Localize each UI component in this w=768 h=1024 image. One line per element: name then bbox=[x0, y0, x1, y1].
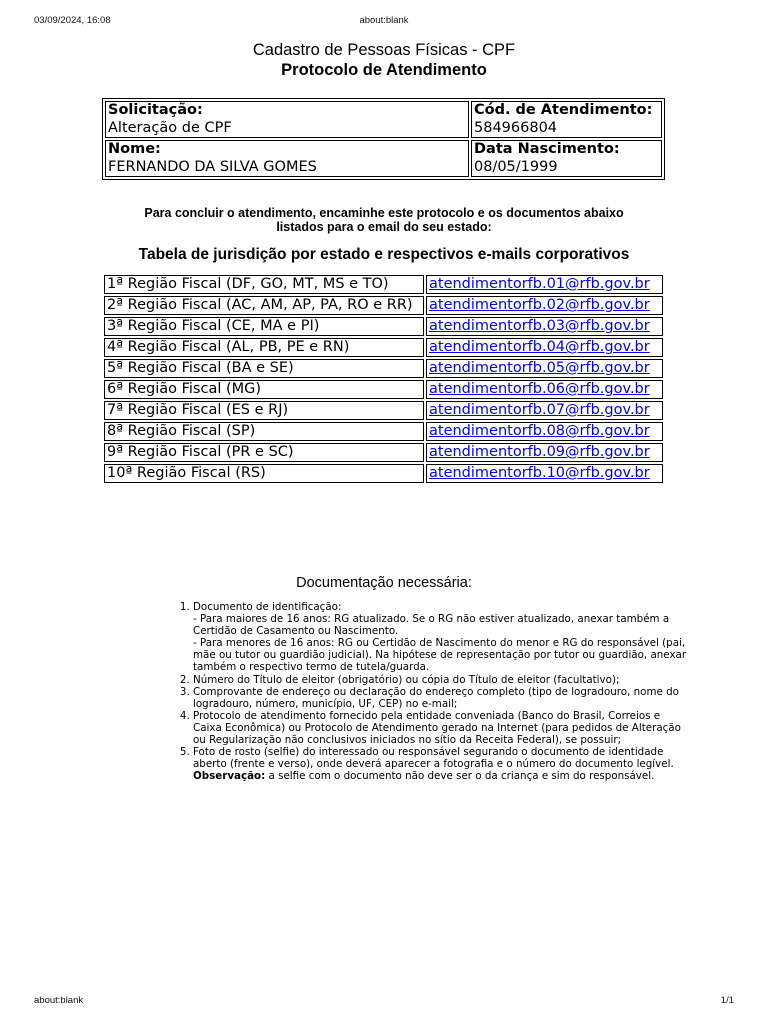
table-row bbox=[104, 464, 663, 483]
solicitacao-value: Alteração de CPF bbox=[108, 119, 232, 136]
codigo-label: Cód. de Atendimento: bbox=[474, 102, 653, 118]
region-cell: 3ª Região Fiscal (CE, MA e PI) bbox=[104, 317, 424, 336]
email-cell bbox=[426, 422, 663, 441]
solicitacao-cell bbox=[105, 101, 469, 138]
table-row bbox=[104, 401, 663, 420]
doc-item-1-sub-1: - Para maiores de 16 anos: RG atualizado. Se o RG não estiver atualizado, anexar também a Certidão de Casamento ou Nascimento. bbox=[193, 613, 670, 638]
email-link[interactable]: atendimentorfb.09@rfb.gov.br bbox=[429, 444, 650, 460]
region-cell: 7ª Região Fiscal (ES e RJ) bbox=[104, 401, 424, 420]
footer-url: about:blank bbox=[34, 995, 84, 1006]
list-item bbox=[193, 710, 687, 746]
observation-label: Observação: bbox=[193, 770, 266, 783]
list-item bbox=[193, 746, 687, 782]
table-row bbox=[104, 317, 663, 336]
nome-cell bbox=[105, 140, 469, 177]
table-row bbox=[104, 359, 663, 378]
email-cell bbox=[426, 359, 663, 378]
email-link[interactable]: atendimentorfb.04@rfb.gov.br bbox=[429, 339, 650, 355]
email-link[interactable]: atendimentorfb.03@rfb.gov.br bbox=[429, 318, 650, 334]
doc-item-5-text: Foto de rosto (selfie) do interessado ou responsável segurando o documento de identidade aberto (frente e verso), onde deverá aparecer a fotografia e o número do documento legível. bbox=[193, 746, 674, 771]
observation-text: a selfie com o documento não deve ser o da criança e sim do responsável. bbox=[265, 770, 655, 783]
page-title: Cadastro de Pessoas Físicas - CPF bbox=[252, 41, 516, 59]
table-row bbox=[104, 338, 663, 357]
email-link[interactable]: atendimentorfb.10@rfb.gov.br bbox=[429, 465, 650, 481]
nascimento-value: 08/05/1999 bbox=[474, 158, 558, 175]
documentation-list bbox=[176, 601, 687, 782]
region-cell: 9ª Região Fiscal (PR e SC) bbox=[104, 443, 424, 462]
codigo-cell bbox=[471, 101, 662, 138]
doc-item-4-text: Protocolo de atendimento fornecido pela entidade conveniada (Banco do Brasil, Correios e Caixa Econômica) ou Protocolo de Atendimento gerado na Internet (para pedidos de Alteração ou Regularização não conclusivos iniciados no sítio da Receita Federal), se possuir; bbox=[193, 709, 681, 747]
email-cell bbox=[426, 464, 663, 483]
doc-item-2-text: Número do Título de eleitor (obrigatório) ou cópia do Título de eleitor (facultativo); bbox=[193, 673, 620, 686]
email-cell bbox=[426, 380, 663, 399]
table-row bbox=[104, 275, 663, 294]
table-row bbox=[104, 296, 663, 315]
region-cell: 6ª Região Fiscal (MG) bbox=[104, 380, 424, 399]
observation-note bbox=[193, 770, 687, 782]
region-cell: 1ª Região Fiscal (DF, GO, MT, MS e TO) bbox=[104, 275, 424, 294]
doc-item-1-text: Documento de identificação: bbox=[193, 601, 342, 613]
region-cell: 10ª Região Fiscal (RS) bbox=[104, 464, 424, 483]
email-cell bbox=[426, 296, 663, 315]
list-item bbox=[193, 601, 687, 674]
email-link[interactable]: atendimentorfb.07@rfb.gov.br bbox=[429, 402, 650, 418]
region-cell: 4ª Região Fiscal (AL, PB, PE e RN) bbox=[104, 338, 424, 357]
table-row bbox=[104, 422, 663, 441]
title-block bbox=[0, 40, 768, 80]
email-cell bbox=[426, 317, 663, 336]
email-link[interactable]: atendimentorfb.05@rfb.gov.br bbox=[429, 360, 650, 376]
print-footer bbox=[34, 995, 734, 1009]
print-datetime: 03/09/2024, 16:08 bbox=[34, 15, 111, 26]
email-cell bbox=[426, 275, 663, 294]
nascimento-cell bbox=[471, 140, 662, 177]
instruction-text bbox=[112, 206, 656, 234]
documentation-title: Documentação necessária: bbox=[296, 575, 472, 591]
info-table bbox=[102, 98, 665, 180]
instruction-line-1: Para concluir o atendimento, encaminhe este protocolo e os documentos abaixo bbox=[144, 206, 624, 220]
doc-item-3-text: Comprovante de endereço ou declaração do endereço completo (tipo de logradouro, nome do logradouro, número, município, UF, CEP) no e-mail; bbox=[193, 685, 679, 710]
email-link[interactable]: atendimentorfb.08@rfb.gov.br bbox=[429, 423, 650, 439]
nascimento-label: Data Nascimento: bbox=[474, 141, 620, 157]
jurisdiction-title: Tabela de jurisdição por estado e respectivos e-mails corporativos bbox=[138, 246, 630, 263]
email-cell bbox=[426, 338, 663, 357]
email-link[interactable]: atendimentorfb.01@rfb.gov.br bbox=[429, 276, 650, 292]
print-header bbox=[34, 15, 734, 29]
email-link[interactable]: atendimentorfb.02@rfb.gov.br bbox=[429, 297, 650, 313]
jurisdiction-table bbox=[102, 273, 665, 485]
nome-label: Nome: bbox=[108, 141, 161, 157]
nome-value: FERNANDO DA SILVA GOMES bbox=[108, 158, 317, 175]
codigo-value: 584966804 bbox=[474, 119, 558, 136]
solicitacao-label: Solicitação: bbox=[108, 102, 203, 118]
doc-item-1-sub-2: - Para menores de 16 anos: RG ou Certidão de Nascimento do menor e RG do responsável (pai, mãe ou tutor ou guardião judicial). Na hipótese de representação por tutor ou guardião, anexar também o respectivo termo de tutela/guarda. bbox=[193, 637, 687, 674]
footer-page-number: 1/1 bbox=[720, 995, 734, 1006]
email-cell bbox=[426, 401, 663, 420]
region-cell: 8ª Região Fiscal (SP) bbox=[104, 422, 424, 441]
table-row bbox=[104, 380, 663, 399]
email-cell bbox=[426, 443, 663, 462]
instruction-line-2: listados para o email do seu estado: bbox=[276, 220, 492, 234]
table-row bbox=[104, 443, 663, 462]
email-link[interactable]: atendimentorfb.06@rfb.gov.br bbox=[429, 381, 650, 397]
list-item bbox=[193, 674, 687, 686]
list-item bbox=[193, 686, 687, 710]
print-url: about:blank bbox=[359, 15, 409, 26]
page-subtitle: Protocolo de Atendimento bbox=[281, 61, 487, 79]
region-cell: 5ª Região Fiscal (BA e SE) bbox=[104, 359, 424, 378]
region-cell: 2ª Região Fiscal (AC, AM, AP, PA, RO e RR) bbox=[104, 296, 424, 315]
